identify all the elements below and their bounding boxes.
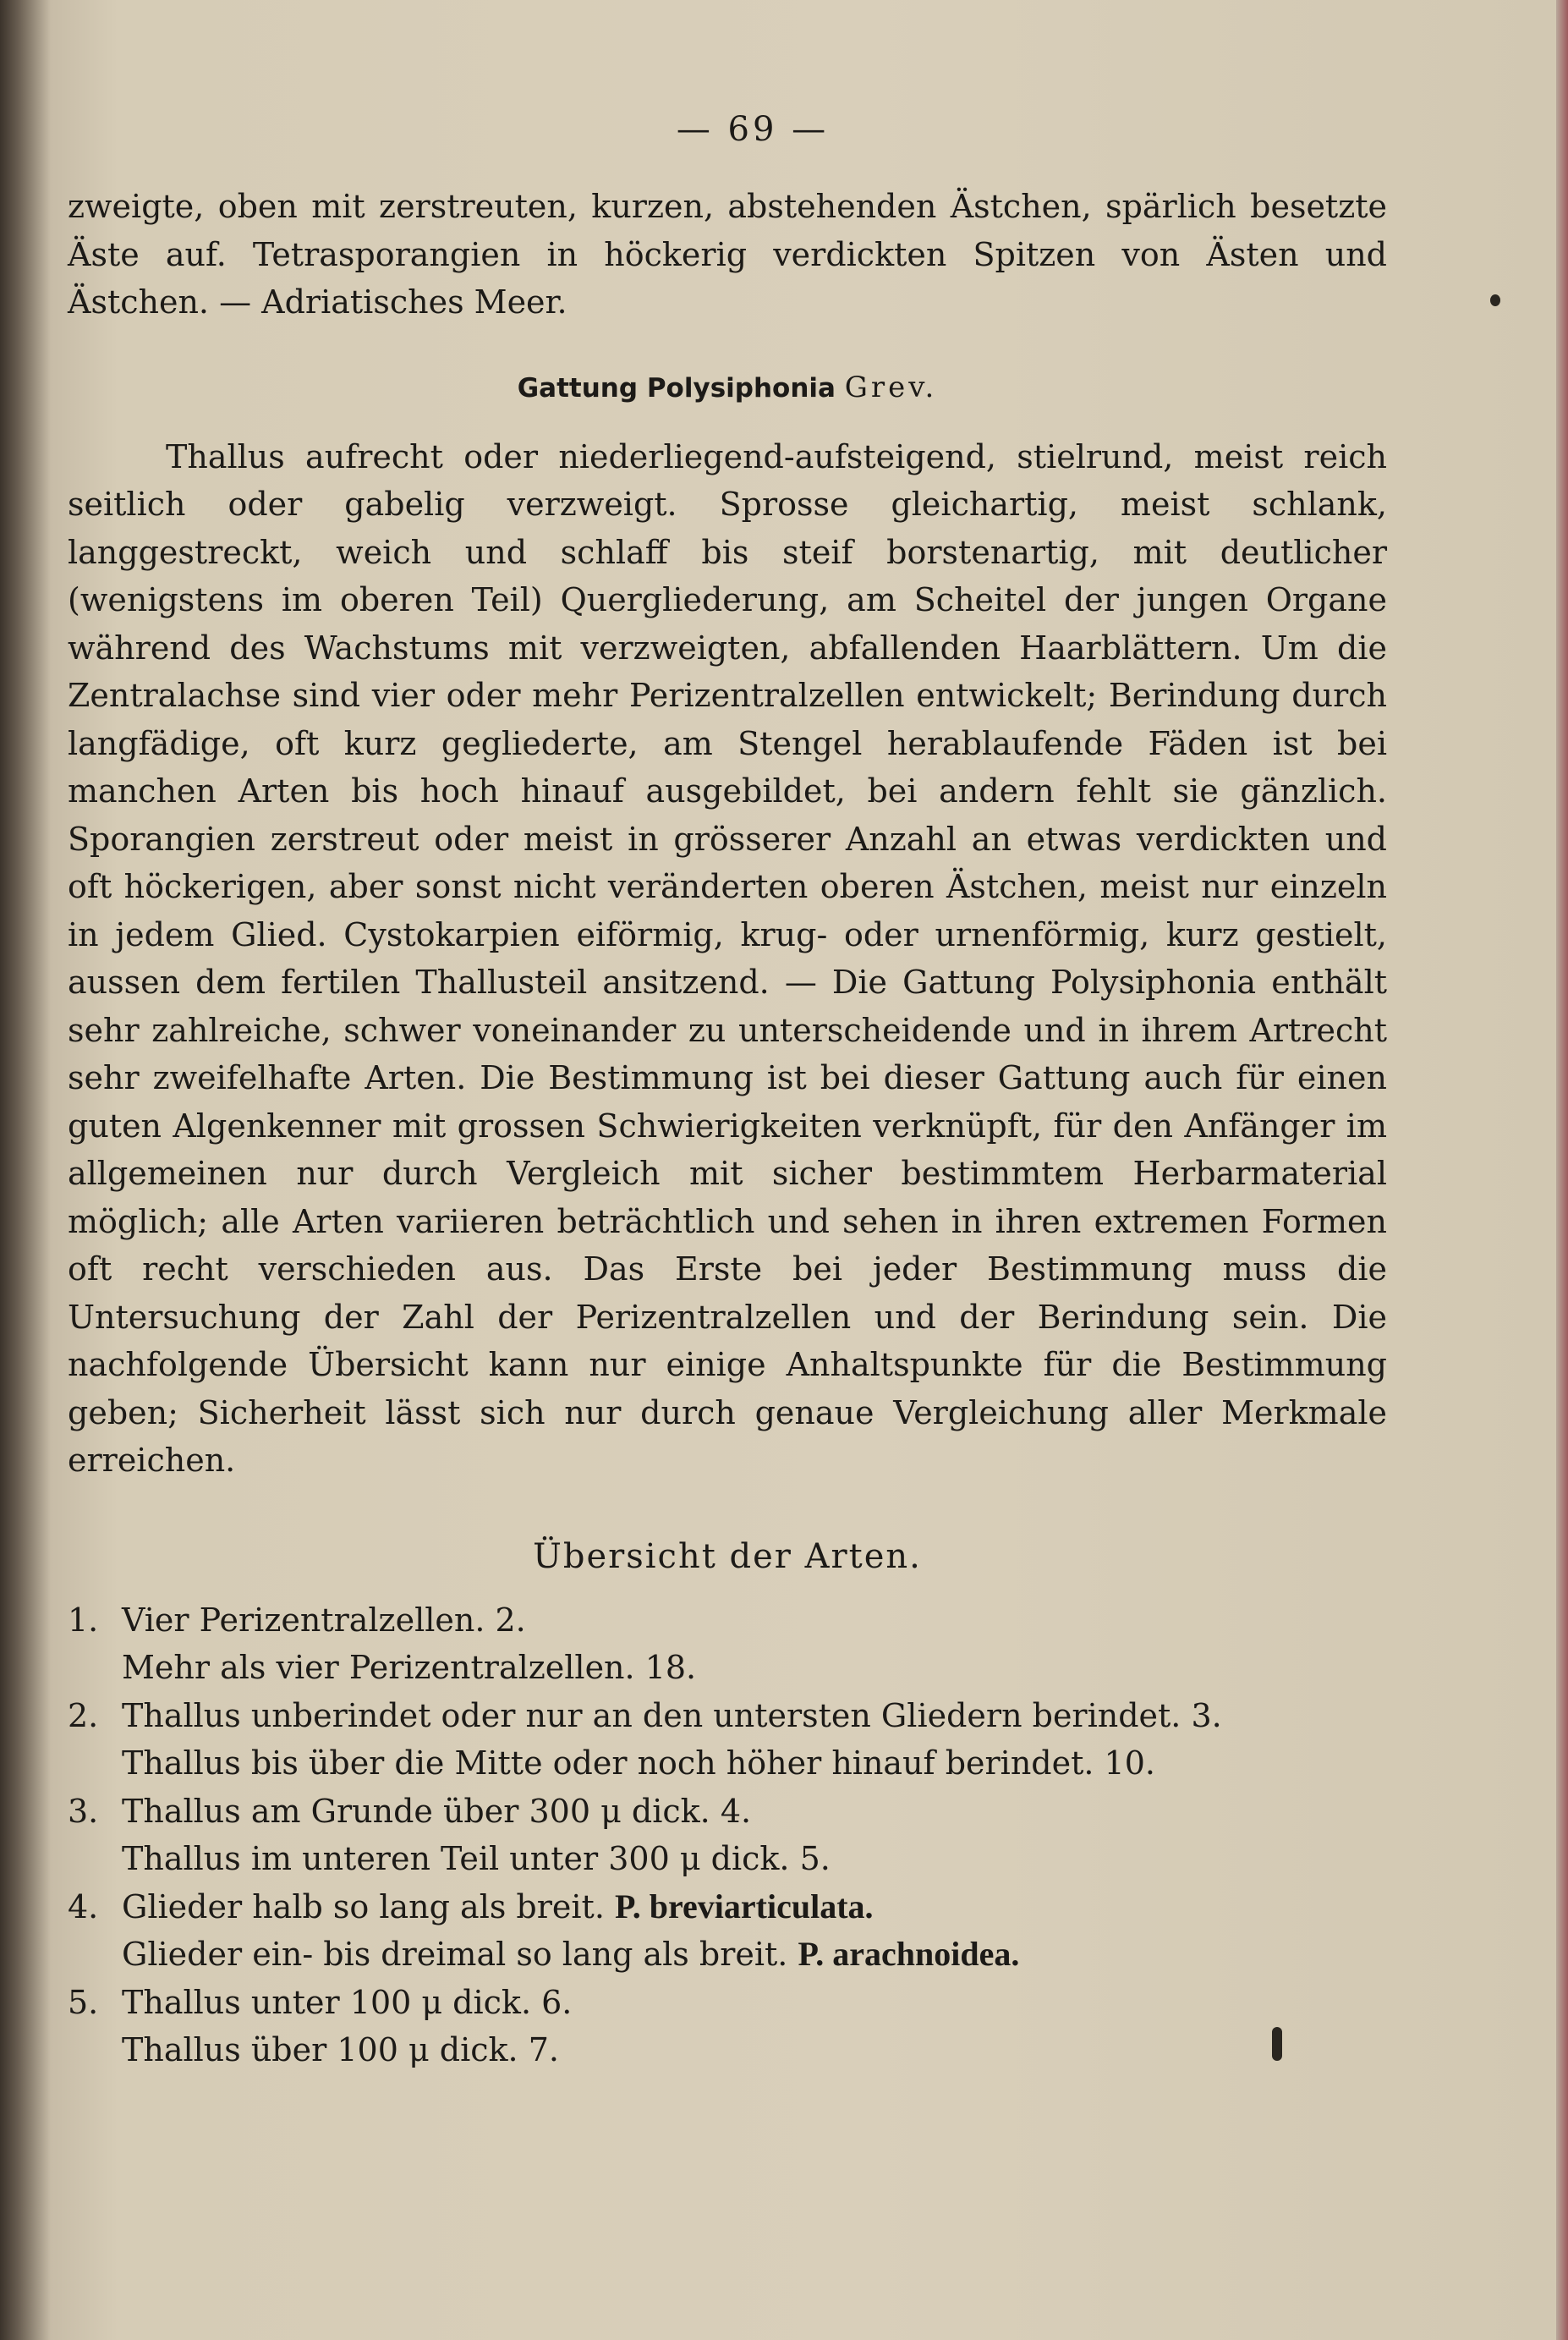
key-number: 3. xyxy=(68,1792,99,1830)
key-number: 2. xyxy=(68,1696,99,1734)
key-title: Übersicht der Arten. xyxy=(533,1536,922,1576)
key-text: Mehr als vier Perizentralzellen. 18. xyxy=(122,1649,697,1686)
key-number: 1. xyxy=(68,1601,99,1639)
species-name: P. arachnoidea. xyxy=(798,1935,1020,1973)
page-number: — 69 — xyxy=(676,110,830,149)
page-content xyxy=(68,110,1387,2074)
key-text: Thallus bis über die Mitte oder noch höher hinauf berindet. 10. xyxy=(122,1744,1155,1782)
species-name: P. breviarticulata. xyxy=(615,1887,874,1925)
ink-speck xyxy=(1490,294,1500,306)
key-entry xyxy=(68,1835,1387,1883)
key-entry xyxy=(68,1644,1387,1692)
key-text: Glieder ein- bis dreimal so lang als breit. xyxy=(122,1936,798,1973)
key-number: 5. xyxy=(68,1983,99,2021)
page-edge xyxy=(1556,0,1568,2340)
key-text: Thallus am Grunde über 300 μ dick. 4. xyxy=(122,1792,752,1830)
key-text: Glieder halb so lang als breit. xyxy=(122,1887,615,1925)
key-entry xyxy=(68,1596,1387,1645)
genus-author: Grev. xyxy=(844,370,938,404)
key-entry xyxy=(68,2026,1387,2074)
key-entry xyxy=(68,1788,1387,1836)
continuation-paragraph: zweigte, oben mit zerstreuten, kurzen, abstehenden Ästchen, spärlich besetzte Äste auf. Tetrasporangien in höckerig verdickten Spitzen von Ästen und Ästchen. — Adriatisches Meer. xyxy=(68,188,1387,321)
key-text: Thallus über 100 μ dick. 7. xyxy=(122,2031,559,2068)
key-text: Thallus im unteren Teil unter 300 μ dick. 5. xyxy=(122,1840,831,1877)
key-number: 4. xyxy=(68,1887,99,1925)
key-entry xyxy=(68,1931,1387,1979)
key-entry xyxy=(68,1979,1387,2027)
key-text: Thallus unter 100 μ dick. 6. xyxy=(122,1983,573,2021)
key-entry xyxy=(68,1883,1387,1931)
genus-description: Thallus aufrecht oder niederliegend-aufsteigend, stielrund, meist reich seitlich oder gabelig verzweigt. Sprosse gleichartig, meist schlank, langgestreckt, weich und schlaff bis steif borstenartig, mit deutlicher (wenigstens im oberen Teil) Quergliederung, am Scheitel der jungen Organe während des Wachstums mit verzweigten, abfallenden Haarblättern. Um die Zentralachse sind vier oder mehr Perizentralzellen entwickelt; Berindung durch langfädige, oft kurz gegliederte, am Stengel herablaufende Fäden ist bei manchen Arten bis hoch hinauf ausgebildet, bei andern fehlt sie gänzlich. Sporangien zerstreut oder meist in grösserer Anzahl an etwas verdickten und oft höckerigen, aber sonst nicht veränderten oberen Ästchen, meist nur einzeln in jedem Glied. Cystokarpien eiförmig, krug- oder urnenförmig, kurz gestielt, aussen dem fertilen Thallusteil ansitzend. — Die Gattung Polysiphonia enthält sehr zahlreiche, schwer voneinander zu unterscheidende und in ihrem Artrecht sehr zweifelhafte Arten. Die Bestimmung ist bei dieser Gattung auch für einen guten Algenkenner mit grossen Schwierigkeiten verknüpft, für den Anfänger im allgemeinen nur durch Vergleich mit sicher bestimmtem Herbarmaterial möglich; alle Arten variieren beträchtlich und sehen in ihren extremen Formen oft recht verschieden aus. Das Erste bei jeder Bestimmung muss die Untersuchung der Zahl der Perizentralzellen und der Berindung sein. Die nachfolgende Übersicht kann nur einige Anhaltspunkte für die Bestimmung geben; Sicherheit lässt sich nur durch genaue Vergleichung aller Merkmale erreichen. xyxy=(68,437,1387,1479)
key-text: Thallus unberindet oder nur an den untersten Gliedern berindet. 3. xyxy=(122,1696,1222,1734)
key-entry xyxy=(68,1692,1387,1740)
species-key xyxy=(68,1596,1387,2074)
genus-name: Gattung Polysiphonia xyxy=(517,372,836,404)
key-entry xyxy=(68,1739,1387,1788)
section-heading xyxy=(68,371,1387,404)
key-text: Vier Perizentralzellen. 2. xyxy=(122,1601,526,1639)
